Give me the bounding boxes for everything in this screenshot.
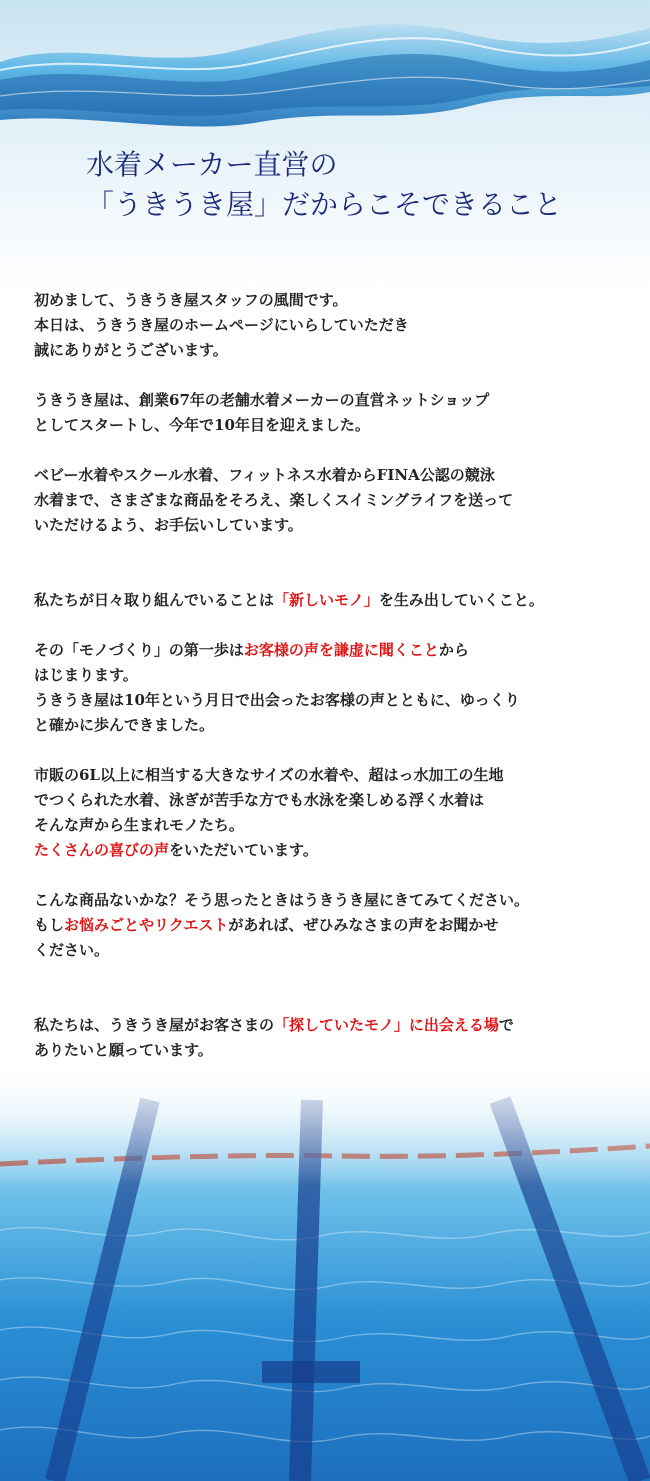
body-text xyxy=(34,288,634,1063)
water-wave-image xyxy=(0,0,650,150)
text-segment: をいただいています。 xyxy=(169,841,318,859)
swimming-pool-image xyxy=(0,1060,650,1481)
text-line xyxy=(34,638,634,663)
text-line: うきうき屋は、創業67年の老舗水着メーカーの直営ネットショップ xyxy=(34,391,490,409)
text-line: ありたいと願っています。 xyxy=(34,1041,213,1059)
text-segment: で xyxy=(498,1016,514,1034)
highlight-text: 「新しいモノ」 xyxy=(274,591,379,609)
text-segment: があれば、ぜひみなさまの声をお聞かせ xyxy=(228,916,499,934)
text-line: そんな声から生まれモノたち。 xyxy=(34,816,244,834)
text-segment: その「モノづくり」の第一歩は xyxy=(34,641,244,659)
text-segment: 私たちは、うきうき屋がお客さまの xyxy=(34,1016,275,1034)
page-headline xyxy=(86,145,562,225)
headline-line-1: 水着メーカー直営の xyxy=(86,148,338,181)
highlight-text: お悩みごとやリクエスト xyxy=(64,916,229,934)
text-line: 水着まで、さまざまな商品をそろえ、楽しくスイミングライフを送って xyxy=(34,491,514,509)
text-line: ください。 xyxy=(34,941,110,959)
text-segment: もし xyxy=(34,916,65,934)
highlight-text: たくさんの喜びの声 xyxy=(34,841,170,859)
text-line: ベビー水着やスクール水着、フィットネス水着からFINA公認の競泳 xyxy=(34,466,495,484)
text-line xyxy=(34,588,634,613)
text-line: うきうき屋は10年という月日で出会ったお客様の声とともに、ゆっくり xyxy=(34,691,520,709)
text-segment: を生み出していくこと。 xyxy=(378,591,544,609)
text-line xyxy=(34,1013,634,1038)
text-line: 誠にありがとうございます。 xyxy=(34,341,228,359)
text-line: と確かに歩んできました。 xyxy=(34,716,215,734)
text-line: でつくられた水着、泳ぎが苦手な方でも水泳を楽しめる浮く水着は xyxy=(34,791,485,809)
text-segment: 私たちが日々取り組んでいることは xyxy=(34,591,275,609)
text-line xyxy=(34,838,634,863)
highlight-text: 「探していたモノ」に出会える場 xyxy=(274,1016,499,1034)
text-line: こんな商品ないかな？そう思ったときはうきうき屋にきてみてください。 xyxy=(34,891,530,909)
text-line: 初めまして、うきうき屋スタッフの風間です。 xyxy=(34,291,348,309)
highlight-text: お客様の声を謙虚に聞くこと xyxy=(243,641,439,659)
headline-line-2: 「うきうき屋」だからこそできること xyxy=(86,188,563,221)
text-line: 本日は、うきうき屋のホームページにいらしていただき xyxy=(34,316,409,334)
text-line: としてスタートし、今年で10年目を迎えました。 xyxy=(34,416,370,434)
text-line xyxy=(34,913,634,938)
text-line: いただけるよう、お手伝いしています。 xyxy=(34,516,303,534)
text-segment: から xyxy=(438,641,469,659)
text-line: はじまります。 xyxy=(34,666,138,684)
text-line: 市販の6L以上に相当する大きなサイズの水着や、超はっ水加工の生地 xyxy=(34,766,504,784)
